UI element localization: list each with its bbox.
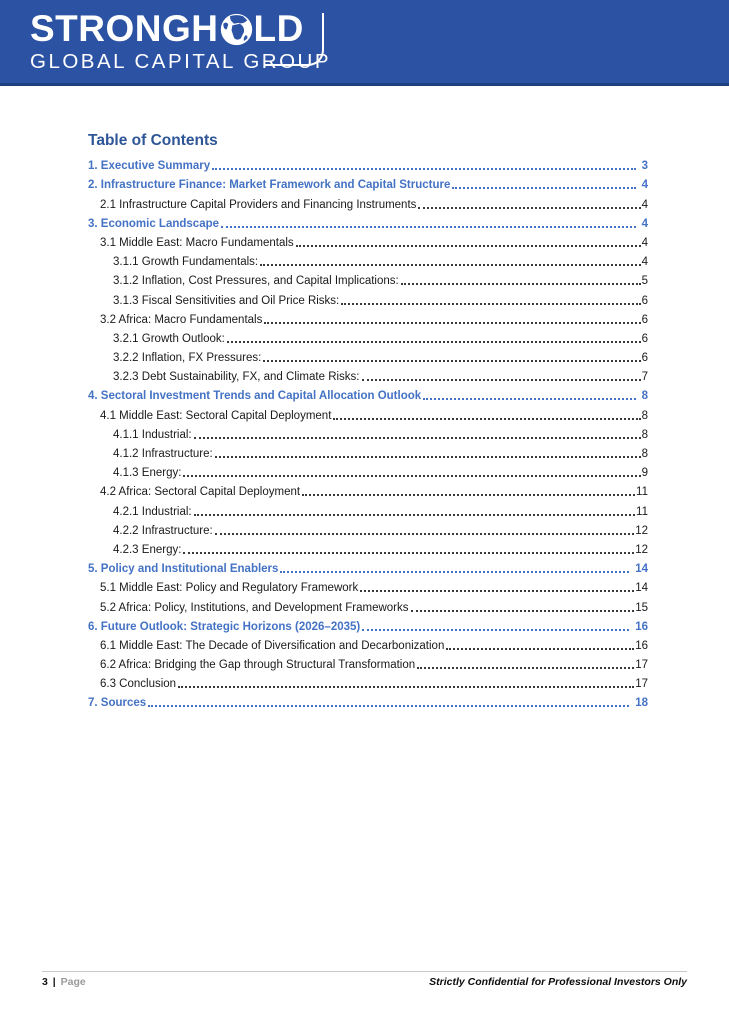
- brand-header: [0, 0, 729, 86]
- toc-dot-leader: [264, 322, 640, 324]
- toc-dot-leader: [183, 552, 634, 554]
- brand-name-part2: LD: [253, 8, 304, 49]
- toc-dot-leader: [333, 418, 640, 420]
- toc-entry-page: 17: [635, 678, 648, 691]
- toc-dot-leader: [446, 648, 634, 650]
- toc-entry-page: 4: [641, 256, 648, 269]
- toc-dot-leader: [452, 187, 635, 189]
- toc-entry-label: 4.1.2 Infrastructure:: [113, 448, 213, 460]
- toc-entry[interactable]: [88, 193, 648, 212]
- toc-entry-label: 4.1.3 Energy:: [113, 467, 182, 480]
- toc-entry[interactable]: [88, 328, 648, 347]
- toc-dot-leader: [263, 360, 640, 362]
- toc-entry-label: 4.2.3 Energy:: [113, 543, 182, 556]
- toc-entry-page: 8: [641, 428, 648, 441]
- logo-bracket-decoration: [264, 13, 324, 66]
- toc-dot-leader: [194, 514, 635, 516]
- toc-entry[interactable]: [88, 270, 648, 289]
- toc-entry-label: 7. Sources: [88, 697, 147, 710]
- toc-entry[interactable]: [88, 385, 648, 404]
- toc-entry-page: 11: [636, 505, 648, 518]
- toc-entry-page: 4: [641, 217, 648, 230]
- page-footer: [42, 971, 687, 988]
- toc-entry-label: 5. Policy and Institutional Enablers: [88, 563, 279, 576]
- toc-entry[interactable]: [88, 654, 648, 673]
- toc-entry-page: 16: [635, 639, 648, 652]
- toc-entry-page: 6: [641, 313, 648, 326]
- toc-dot-leader: [302, 494, 635, 496]
- toc-entry-page: 12: [635, 524, 648, 537]
- toc-entry[interactable]: [88, 596, 648, 615]
- page-number-label: [42, 976, 86, 988]
- toc-entry-page: 5: [641, 275, 648, 288]
- toc-dot-leader: [221, 226, 636, 228]
- toc-dot-leader: [362, 629, 629, 631]
- toc-list: [88, 155, 648, 711]
- toc-entry-label: 4.2.1 Industrial:: [113, 505, 192, 518]
- toc-entry-label: 2.1 Infrastructure Capital Providers and Financing Instruments: [100, 198, 417, 211]
- toc-entry-page: 16: [635, 620, 648, 633]
- toc-entry-label: 1. Executive Summary: [88, 160, 211, 173]
- toc-entry-label: 3.2.3 Debt Sustainability, FX, and Climate Risks:: [113, 371, 360, 384]
- toc-entry-label: 3.1.2 Inflation, Cost Pressures, and Capital Implications:: [113, 275, 399, 288]
- toc-entry-page: 6: [641, 352, 648, 365]
- page-word: Page: [60, 976, 86, 988]
- toc-entry-page: 14: [635, 563, 648, 576]
- toc-title: Table of Contents: [88, 132, 218, 149]
- toc-entry[interactable]: [88, 481, 648, 500]
- toc-dot-leader: [411, 610, 635, 612]
- toc-dot-leader: [148, 705, 629, 707]
- toc-entry-page: 15: [635, 601, 648, 614]
- toc-entry[interactable]: [88, 366, 648, 385]
- toc-entry-page: 8: [641, 448, 648, 460]
- toc-entry-page: 9: [641, 467, 648, 480]
- toc-entry[interactable]: [88, 616, 648, 635]
- toc-entry-page: 12: [635, 543, 648, 556]
- toc-entry-label: 4. Sectoral Investment Trends and Capital Allocation Outlook: [88, 390, 422, 403]
- toc-entry[interactable]: [88, 520, 648, 539]
- toc-entry[interactable]: [88, 174, 648, 193]
- toc-entry-page: 18: [635, 697, 648, 710]
- toc-entry[interactable]: [88, 539, 648, 558]
- toc-entry-label: 6.1 Middle East: The Decade of Diversification and Decarbonization: [100, 639, 445, 652]
- toc-dot-leader: [280, 571, 629, 573]
- toc-entry-page: 6: [641, 332, 648, 345]
- toc-entry-page: 4: [641, 236, 648, 249]
- toc-entry-label: 4.1 Middle East: Sectoral Capital Deployment: [100, 409, 332, 422]
- toc-entry[interactable]: [88, 289, 648, 308]
- confidentiality-notice: Strictly Confidential for Professional Investors Only: [429, 976, 687, 988]
- toc-entry[interactable]: [88, 635, 648, 654]
- toc-entry-page: 4: [641, 198, 648, 211]
- toc-entry-label: 6.2 Africa: Bridging the Gap through Structural Transformation: [100, 659, 416, 672]
- toc-entry-page: 4: [641, 179, 648, 192]
- toc-entry[interactable]: [88, 424, 648, 443]
- toc-dot-leader: [260, 264, 640, 266]
- toc-entry[interactable]: [88, 232, 648, 251]
- page-number: 3: [42, 976, 48, 988]
- toc-entry[interactable]: [88, 251, 648, 270]
- toc-entry-page: 8: [641, 390, 648, 403]
- toc-entry-label: 6. Future Outlook: Strategic Horizons (2026–2035): [88, 620, 361, 633]
- toc-dot-leader: [417, 667, 634, 669]
- toc-entry-page: 8: [641, 409, 648, 422]
- toc-entry-label: 3.2.1 Growth Outlook:: [113, 332, 225, 345]
- toc-entry-label: 3.1 Middle East: Macro Fundamentals: [100, 236, 294, 249]
- toc-entry-label: 2. Infrastructure Finance: Market Framework and Capital Structure: [88, 179, 451, 192]
- toc-entry[interactable]: [88, 692, 648, 711]
- toc-entry-page: 7: [641, 371, 648, 384]
- toc-dot-leader: [215, 456, 641, 458]
- toc-entry[interactable]: [88, 673, 648, 692]
- toc-dot-leader: [296, 245, 641, 247]
- toc-entry-label: 3.1.1 Growth Fundamentals:: [113, 256, 259, 269]
- toc-dot-leader: [341, 303, 640, 305]
- toc-entry[interactable]: [88, 404, 648, 423]
- toc-entry-label: 5.1 Middle East: Policy and Regulatory Framework: [100, 582, 359, 595]
- toc-entry[interactable]: [88, 558, 648, 577]
- toc-dot-leader: [418, 207, 640, 209]
- toc-dot-leader: [212, 168, 636, 170]
- toc-dot-leader: [183, 475, 640, 477]
- toc-entry[interactable]: [88, 462, 648, 481]
- brand-name-part1: STRONGH: [30, 8, 219, 49]
- toc-dot-leader: [215, 533, 634, 535]
- toc-entry-label: 5.2 Africa: Policy, Institutions, and Development Frameworks: [100, 601, 409, 614]
- toc-entry-label: 4.1.1 Industrial:: [113, 428, 192, 441]
- toc-entry-page: 14: [635, 582, 648, 595]
- toc-dot-leader: [178, 686, 634, 688]
- toc-entry-label: 4.2 Africa: Sectoral Capital Deployment: [100, 486, 301, 499]
- toc-dot-leader: [401, 283, 641, 285]
- toc-entry-label: 3.2.2 Inflation, FX Pressures:: [113, 352, 262, 365]
- toc-entry[interactable]: [88, 500, 648, 519]
- toc-entry[interactable]: [88, 155, 648, 174]
- toc-dot-leader: [360, 590, 634, 592]
- toc-entry-label: 3.2 Africa: Macro Fundamentals: [100, 313, 263, 326]
- globe-icon: [220, 13, 253, 46]
- toc-entry-page: 3: [641, 160, 648, 173]
- toc-entry-label: 3. Economic Landscape: [88, 217, 220, 230]
- toc-entry-page: 11: [636, 486, 648, 499]
- brand-subtitle: GLOBAL CAPITAL GROUP: [30, 50, 332, 73]
- toc-dot-leader: [194, 437, 641, 439]
- toc-dot-leader: [362, 379, 641, 381]
- toc-entry-page: 6: [641, 294, 648, 307]
- toc-section: [88, 131, 648, 711]
- toc-entry-label: 6.3 Conclusion: [100, 678, 177, 691]
- page-number-separator: |: [52, 976, 56, 988]
- toc-entry-label: 4.2.2 Infrastructure:: [113, 524, 213, 537]
- toc-entry[interactable]: [88, 213, 648, 232]
- toc-entry-label: 3.1.3 Fiscal Sensitivities and Oil Price Risks:: [113, 294, 340, 307]
- toc-entry[interactable]: [88, 577, 648, 596]
- toc-dot-leader: [423, 398, 635, 400]
- toc-entry[interactable]: [88, 347, 648, 366]
- toc-entry[interactable]: [88, 309, 648, 328]
- toc-entry-page: 17: [635, 659, 648, 672]
- toc-dot-leader: [227, 341, 641, 343]
- toc-entry[interactable]: [88, 443, 648, 462]
